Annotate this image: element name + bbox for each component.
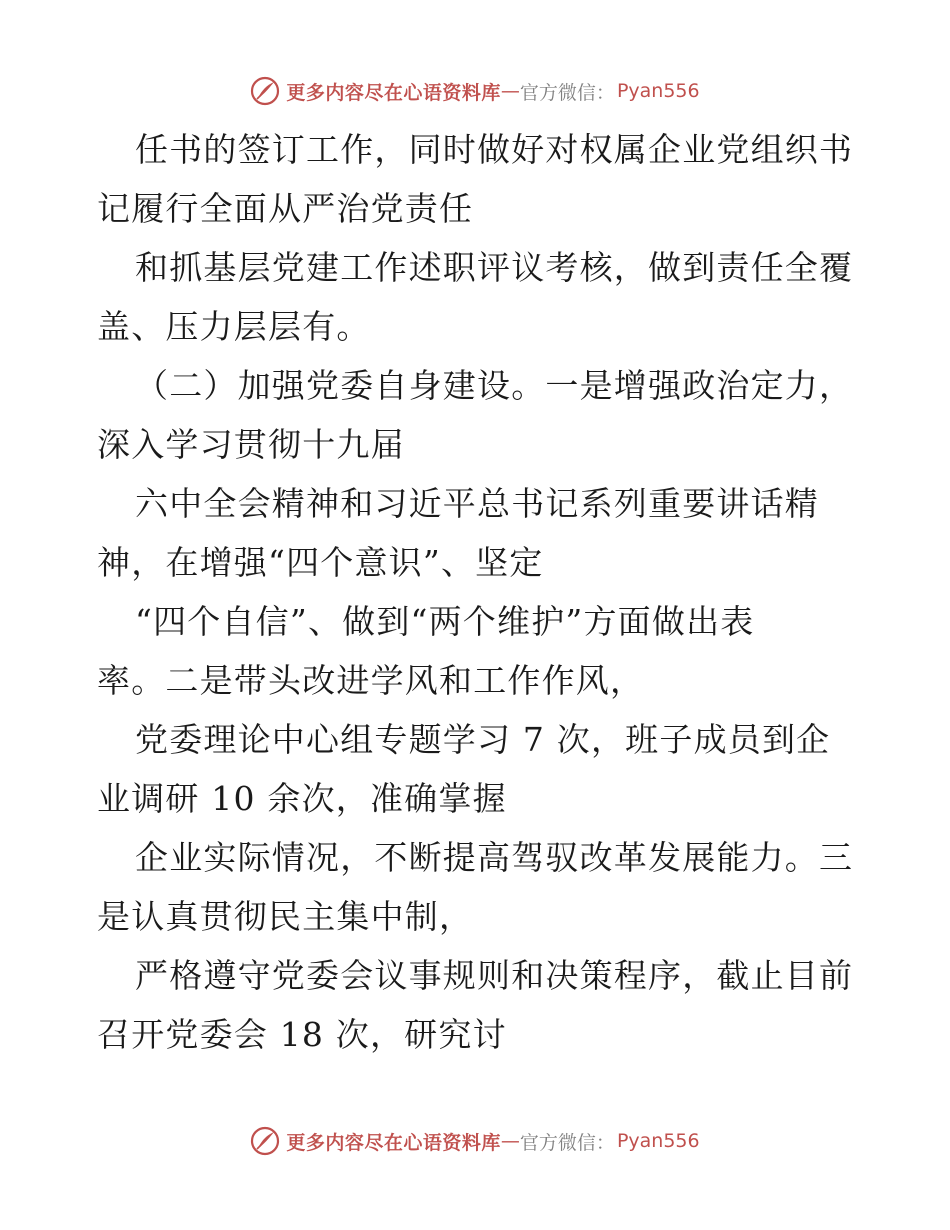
body-line: 党委理论中心组专题学习 7 次，班子成员到企 bbox=[135, 720, 831, 759]
header-site-name: 更多内容尽在心语资料库 bbox=[286, 81, 501, 104]
body-line: 是认真贯彻民主集中制， bbox=[97, 897, 474, 936]
body-line: 业调研 10 余次，准确掌握 bbox=[97, 779, 507, 818]
body-line: 神，在增强“四个意识”、坚定 bbox=[97, 543, 544, 582]
header-watermark-banner bbox=[0, 71, 950, 111]
header-wechat-id: Pyan556 bbox=[616, 80, 700, 102]
body-line: 盖、压力层层有。 bbox=[97, 307, 371, 346]
body-line: 率。二是带头改进学风和工作作风， bbox=[97, 661, 645, 700]
header-dash: — bbox=[500, 80, 520, 102]
body-line: 企业实际情况，不断提高驾驭改革发展能力。三 bbox=[135, 838, 854, 877]
footer-site-name: 更多内容尽在心语资料库 bbox=[286, 1131, 501, 1154]
body-line: 任书的签订工作，同时做好对权属企业党组织书 bbox=[135, 130, 854, 169]
quill-logo-icon bbox=[250, 1126, 280, 1156]
body-line: 和抓基层党建工作述职评议考核，做到责任全覆 bbox=[135, 248, 854, 287]
footer-official-label: 官方微信： bbox=[519, 1131, 615, 1154]
quill-logo-icon bbox=[250, 76, 280, 106]
body-line: 六中全会精神和习近平总书记系列重要讲话精 bbox=[135, 484, 819, 523]
body-line: “四个自信”、做到“两个维护”方面做出表 bbox=[135, 602, 755, 641]
document-body bbox=[97, 120, 857, 1064]
body-line: 严格遵守党委会议事规则和决策程序，截止目前 bbox=[135, 956, 854, 995]
body-line: 召开党委会 18 次，研究讨 bbox=[97, 1015, 507, 1054]
footer-wechat-id: Pyan556 bbox=[616, 1130, 700, 1152]
body-line: 深入学习贯彻十九届 bbox=[97, 425, 405, 464]
footer-watermark-banner bbox=[0, 1121, 950, 1161]
footer-dash: — bbox=[500, 1130, 520, 1152]
header-official-label: 官方微信： bbox=[519, 81, 615, 104]
body-line: 记履行全面从严治党责任 bbox=[97, 189, 474, 228]
body-line: （二）加强党委自身建设。一是增强政治定力， bbox=[135, 366, 854, 405]
